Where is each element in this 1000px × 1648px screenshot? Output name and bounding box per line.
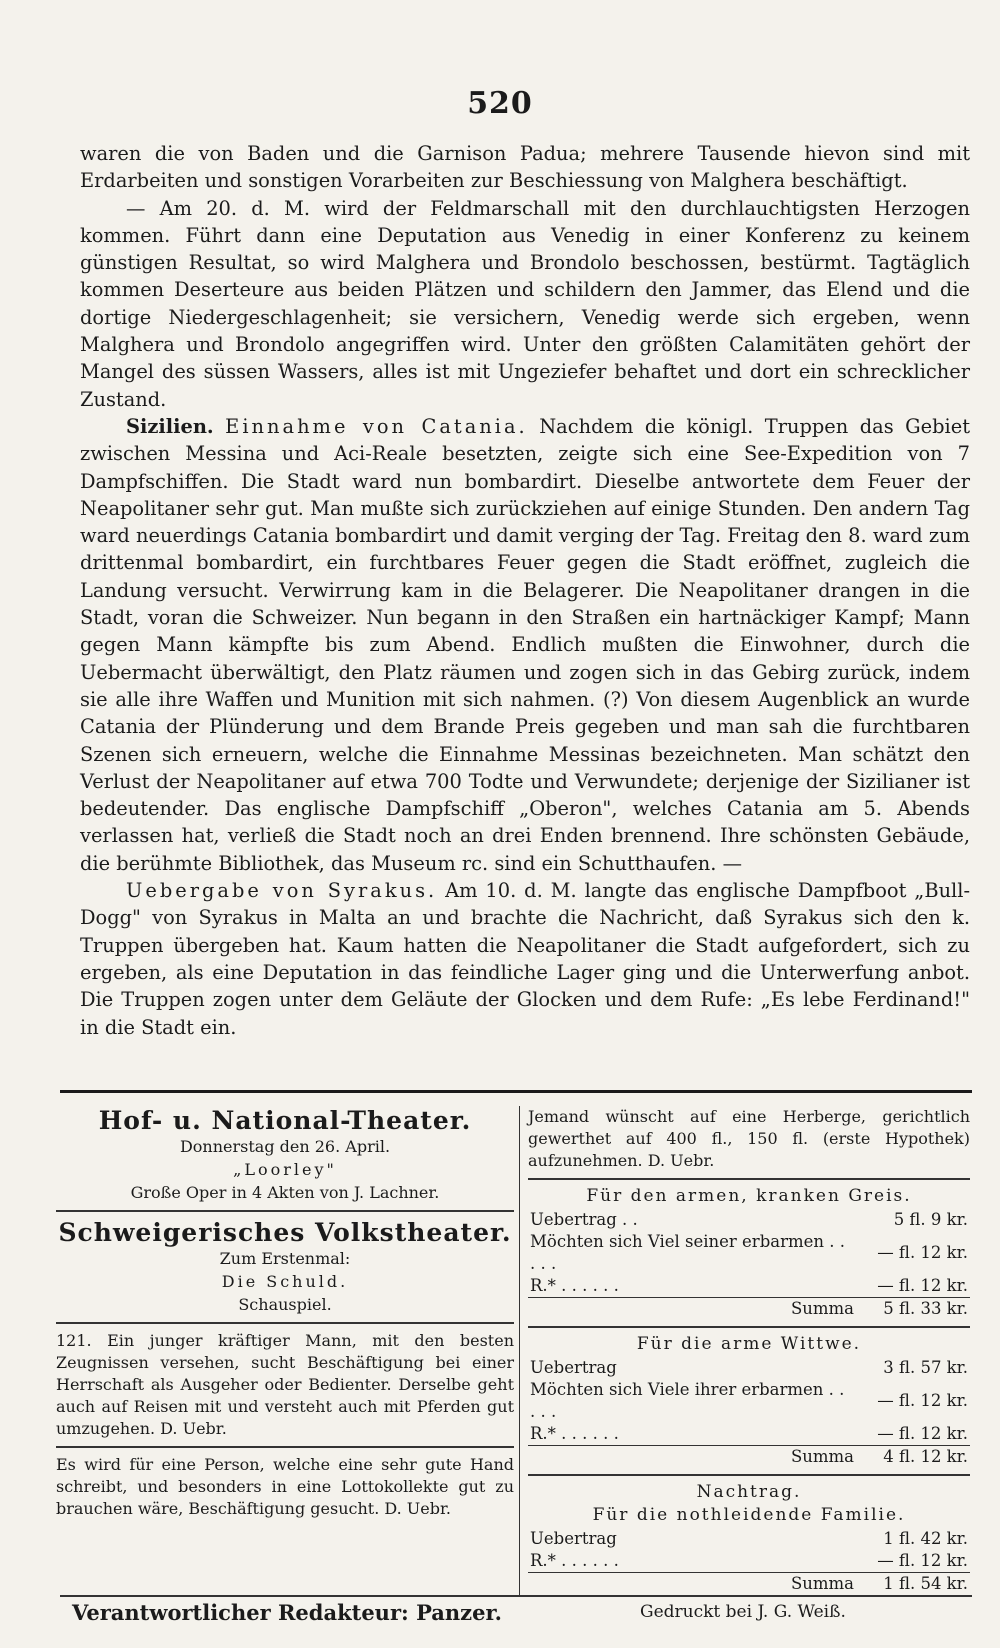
ledger2-table: [528, 1357, 970, 1468]
article-body: [80, 140, 970, 1041]
ledger-row: [528, 1231, 970, 1275]
column-divider: [519, 1106, 520, 1596]
ledger-label: R.* . . . . . .: [530, 1276, 619, 1295]
theater1-play: „Loorley": [233, 1160, 337, 1179]
ledger1-title: Für den armen, kranken Greis.: [586, 1186, 912, 1206]
ledger-label: Möchten sich Viele ihrer erbarmen . . . . .: [530, 1380, 845, 1421]
sizilien-section: [80, 413, 970, 877]
ledger-total: 5 fl. 33 kr.: [856, 1298, 970, 1321]
ledger-label: R.* . . . . . .: [530, 1424, 619, 1443]
ledger-total: 4 fl. 12 kr.: [856, 1446, 970, 1469]
theater2-title: Schweigerisches Volkstheater.: [58, 1218, 512, 1247]
ledger-amount: 3 fl. 57 kr.: [883, 1358, 968, 1377]
left-column: [56, 1106, 514, 1520]
ledger-amount: — fl. 12 kr.: [877, 1551, 968, 1570]
ledger-label: Uebertrag . .: [530, 1210, 638, 1229]
ledger-row: [528, 1275, 970, 1298]
syrakus-text: Am 10. d. M. langte das englische Dampfboot „Bull-Dogg" von Syrakus in Malta an und brachte die Nachricht, daß Syrakus sich den k. Truppen übergeben hat. Kaum hatten die Neapolitaner die Stadt aufgefordert, sich zu ergeben, als eine Deputation in das feindliche Lager ging und die Unterwerfung anbot. Die Truppen zogen unter dem Geläute der Glocken und dem Rufe: „Es lebe Ferdinand!" in die Stadt ein.: [80, 879, 971, 1039]
ledger-row: [528, 1357, 970, 1379]
printer-line: Gedruckt bei J. G. Weiß.: [640, 1602, 846, 1622]
theater1-date: Donnerstag den 26. April.: [179, 1137, 391, 1156]
divider: [56, 1322, 514, 1324]
ad-herberge: Jemand wünscht auf eine Herberge, gerichtlich gewerthet auf 400 fl., 150 fl. (erste Hypothek) aufzunehmen. D. Uebr.: [528, 1107, 970, 1170]
ad-person: Es wird für eine Person, welche eine sehr gute Hand schreibt, und besonders in eine Lottokollekte gut zu brauchen wäre, Beschäftigung gesucht. D. Uebr.: [56, 1455, 514, 1518]
theater2-line1: Zum Erstenmal:: [219, 1249, 351, 1268]
ledger-total-label: Summa: [528, 1573, 856, 1596]
ledger3-title: Für die nothleidende Familie.: [592, 1505, 906, 1525]
divider: [528, 1326, 970, 1328]
ledger-amount: 5 fl. 9 kr.: [893, 1210, 968, 1229]
ledger-amount: — fl. 12 kr.: [877, 1424, 968, 1443]
ledger-row: [528, 1209, 970, 1231]
ledger3-pre: Nachtrag.: [696, 1482, 802, 1502]
footer-divider: [60, 1595, 972, 1597]
theater2-line3: Schauspiel.: [238, 1295, 332, 1314]
section-divider: [60, 1090, 972, 1093]
page-number: 520: [467, 86, 533, 121]
theater1-desc: Große Oper in 4 Akten von J. Lachner.: [130, 1183, 440, 1202]
ledger3-table: [528, 1528, 970, 1595]
syrakus-subheading: Uebergabe von Syrakus.: [126, 879, 438, 903]
ledger-total-label: Summa: [528, 1298, 856, 1321]
ledger-row: [528, 1423, 970, 1446]
ledger-total: 1 fl. 54 kr.: [856, 1573, 970, 1596]
ledger-total-row: [528, 1573, 970, 1596]
theater1-title: Hof- u. National-Theater.: [98, 1106, 472, 1135]
ledger-total-row: [528, 1446, 970, 1469]
ledger-total-label: Summa: [528, 1446, 856, 1469]
ledger-total-row: [528, 1298, 970, 1321]
divider: [528, 1178, 970, 1180]
ledger-label: Uebertrag: [530, 1358, 617, 1377]
ledger-row: [528, 1550, 970, 1573]
divider: [528, 1474, 970, 1476]
ledger-row: [528, 1528, 970, 1550]
ledger-amount: — fl. 12 kr.: [877, 1243, 968, 1262]
sizilien-heading: Sizilien.: [126, 414, 214, 438]
ledger-row: [528, 1379, 970, 1423]
ledger1-table: [528, 1209, 970, 1320]
right-column: [528, 1106, 970, 1595]
syrakus-section: [80, 877, 970, 1041]
ledger-label: Uebertrag: [530, 1529, 617, 1548]
ledger-amount: — fl. 12 kr.: [877, 1276, 968, 1295]
divider: [56, 1446, 514, 1448]
theater2-line2: Die Schuld.: [221, 1272, 349, 1291]
sizilien-subheading: Einnahme von Catania.: [225, 414, 528, 438]
ledger-label: R.* . . . . . .: [530, 1551, 619, 1570]
article-paragraph-1: waren die von Baden und die Garnison Padua; mehrere Tausende hievon sind mit Erdarbeiten und sonstigen Vorarbeiten zur Beschiessung von Malghera beschäftigt.: [80, 142, 970, 193]
ad-121: 121. Ein junger kräftiger Mann, mit den besten Zeugnissen versehen, sucht Beschäftigung bei einer Herrschaft als Ausgeher oder Bedienter. Derselbe geht auch auf Reisen mit und versteht auch mit Pferden gut umzugehen. D. Uebr.: [56, 1331, 514, 1438]
ledger-amount: 1 fl. 42 kr.: [883, 1529, 968, 1548]
article-paragraph-2: — Am 20. d. M. wird der Feldmarschall mit den durchlauchtigsten Herzogen kommen. Führt dann eine Deputation aus Venedig in einer Konferenz zu keinem günstigen Resultat, so wird Malghera und Brondolo beschossen, bestürmt. Tagtäglich kommen Deserteure aus beiden Plätzen und schildern den Jammer, das Elend und die dortige Niedergeschlagenheit; sie versichern, Venedig werde sich ergeben, wenn Malghera und Brondolo angegriffen wird. Unter den größten Calamitäten gehört der Mangel des süssen Wassers, alles ist mit Ungeziefer behaftet und dort ein schrecklicher Zustand.: [80, 196, 970, 411]
ledger-amount: — fl. 12 kr.: [877, 1391, 968, 1410]
ledger-label: Möchten sich Viel seiner erbarmen . . . . .: [530, 1232, 845, 1273]
ledger2-title: Für die arme Wittwe.: [636, 1334, 862, 1354]
editor-line: Verantwortlicher Redakteur: Panzer.: [72, 1600, 502, 1625]
divider: [56, 1210, 514, 1212]
sizilien-text: Nachdem die königl. Truppen das Gebiet zwischen Messina und Aci-Reale besetzten, zeigte sich eine See-Expedition von 7 Dampfschiffen. Die Stadt ward nun bombardirt. Dieselbe antwortete dem Feuer der Neapolitaner sehr gut. Man mußte sich zurückziehen auf einige Stunden. Den andern Tag ward neuerdings Catania bombardirt und damit verging der Tag. Freitag den 8. ward zum drittenmal bombardirt, ein furchtbares Feuer gegen die Stadt eröffnet, zugleich die Landung versucht. Verwirrung kam in die Belagerer. Die Neapolitaner drangen in die Stadt, voran die Schweizer. Nun begann in den Straßen ein hartnäckiger Kampf; Mann gegen Mann kämpfte bis zum Abend. Endlich mußten die Einwohner, durch die Uebermacht überwältigt, den Platz räumen und zogen sich in das Gebirg zurück, indem sie alle ihre Waffen und Munition mit sich nahmen. (?) Von diesem Augenblick an wurde Catania der Plünderung und dem Brande Preis gegeben und man sah die furchtbaren Szenen sich erneuern, welche die Einnahme Messinas bezeichneten. Man schätzt den Verlust der Neapolitaner auf etwa 700 Todte und Verwundete; derjenige der Sizilianer ist bedeutender. Das englische Dampfschiff „Oberon", welches Catania am 5. Abends verlassen hat, verließ die Stadt noch an drei Enden brennend. Ihre schönsten Gebäude, die berühmte Bibliothek, das Museum rc. sind ein Schutthaufen. —: [80, 414, 971, 875]
